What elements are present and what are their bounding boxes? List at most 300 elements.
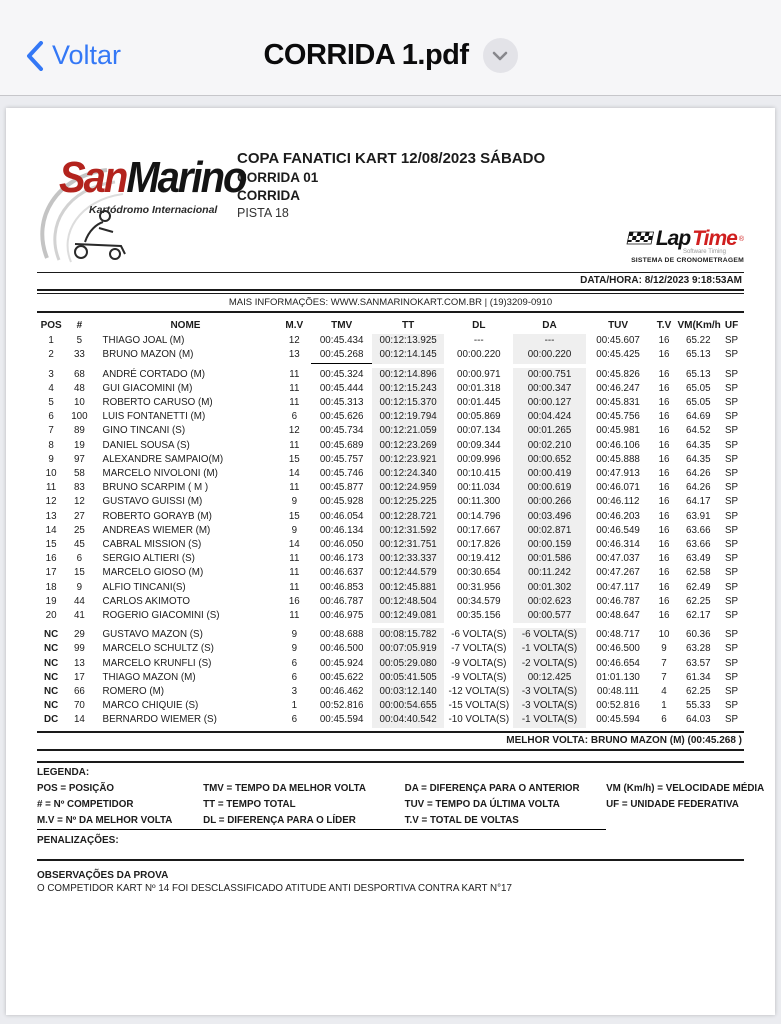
table-row (37, 439, 744, 453)
cell-tv: 16 (658, 482, 670, 494)
cell-tt: 00:12:31.751 (372, 538, 444, 552)
header-uf: UF (724, 320, 739, 331)
cell-dl: 00:35.156 (457, 610, 501, 622)
cell-dl: 00:17.667 (457, 524, 501, 536)
cell-vm: 62.25 (686, 595, 711, 607)
cell-pos: 16 (45, 553, 57, 565)
cell-tuv: 00:52.816 (596, 700, 640, 712)
back-chevron-icon (26, 41, 44, 71)
cell-tmv: 00:45.444 (319, 382, 364, 394)
cell-nome: SERGIO ALTIERI (S) (102, 553, 195, 565)
cell-tmv: 00:45.268 (311, 348, 372, 363)
cell-num: 99 (73, 643, 85, 655)
cell-pos: 3 (48, 368, 54, 380)
cell-mv: 9 (291, 643, 298, 655)
cell-dl: 00:11.300 (457, 496, 501, 508)
cell-mv: 1 (291, 700, 298, 712)
cell-uf: SP (724, 714, 739, 726)
document-title: CORRIDA 1.pdf (263, 39, 469, 71)
cell-dl: 00:09.344 (457, 439, 501, 451)
cell-tt: 00:00:54.655 (372, 699, 444, 713)
table-row (37, 713, 744, 727)
cell-tuv: 00:46.071 (596, 482, 640, 494)
cell-uf: SP (724, 595, 739, 607)
cell-pos: NC (44, 629, 59, 641)
cell-uf: SP (724, 496, 739, 508)
cell-num: 5 (76, 335, 83, 347)
table-row (37, 581, 744, 595)
cell-dl: -7 VOLTA(S) (451, 643, 507, 655)
table-row (37, 424, 744, 438)
cell-vm: 65.13 (686, 349, 711, 361)
cell-tv: 16 (658, 335, 670, 347)
cell-pos: DC (44, 714, 59, 726)
table-row (37, 524, 744, 538)
cell-tt: 00:04:40.542 (372, 713, 444, 727)
cell-tmv: 00:46.054 (319, 510, 364, 522)
cell-pos: NC (44, 657, 59, 669)
cell-da: 00:00.652 (513, 453, 585, 467)
cell-vm: 64.26 (686, 468, 711, 480)
cell-num: 15 (73, 567, 85, 579)
event-race: CORRIDA 01 (237, 170, 319, 185)
back-button[interactable] (26, 40, 121, 71)
cell-tt: 00:12:15.243 (372, 382, 444, 396)
cell-num: 58 (73, 468, 85, 480)
cell-uf: SP (724, 643, 739, 655)
cell-num: 9 (76, 581, 83, 593)
cell-da: 00:01.302 (513, 581, 585, 595)
cell-vm: 64.35 (686, 439, 711, 451)
cell-da: 00:00.751 (513, 368, 585, 382)
cell-tt: 00:12:45.881 (372, 581, 444, 595)
cell-tt: 00:12:24.959 (372, 481, 444, 495)
best-lap-note: MELHOR VOLTA: BRUNO MAZON (M) (00:45.268 ) (37, 731, 744, 751)
event-info (237, 148, 564, 266)
cell-tmv: 00:45.622 (319, 671, 364, 683)
cell-pos: 14 (45, 524, 57, 536)
cell-vm: 62.58 (686, 567, 711, 579)
cell-num: 25 (73, 524, 85, 536)
cell-tuv: 00:45.888 (596, 453, 640, 465)
cell-tt: 00:12:48.504 (372, 595, 444, 609)
cell-tmv: 00:45.689 (319, 439, 364, 451)
cell-nome: ANDRÉ CORTADO (M) (102, 368, 206, 380)
cell-mv: 12 (288, 335, 300, 347)
cell-tmv: 00:45.594 (319, 714, 364, 726)
logo-marino: Marino (126, 154, 246, 202)
cell-nome: MARCO CHIQUIE (S) (102, 700, 199, 712)
cell-num: 14 (73, 714, 85, 726)
cell-tt: 00:12:31.592 (372, 524, 444, 538)
legend-item: POS = POSIÇÃO (37, 782, 115, 794)
cell-mv: 15 (288, 510, 300, 522)
cell-tt: 00:12:15.370 (372, 396, 444, 410)
cell-tv: 6 (661, 714, 667, 726)
cell-tmv: 00:45.924 (319, 657, 364, 669)
cell-pos: 17 (45, 567, 57, 579)
cell-vm: 63.28 (686, 643, 711, 655)
legend-item: TMV = TEMPO DA MELHOR VOLTA (203, 782, 366, 794)
cell-nome: THIAGO JOAL (M) (102, 335, 185, 347)
cell-uf: SP (724, 453, 739, 465)
event-track: PISTA 18 (237, 206, 289, 220)
cell-pos: 7 (48, 425, 54, 437)
cell-tv: 16 (658, 496, 670, 508)
laptime-time: Time (692, 227, 737, 250)
table-row (37, 410, 744, 424)
cell-da: 00:00.419 (513, 467, 585, 481)
cell-nome: ROBERTO CARUSO (M) (102, 397, 213, 409)
cell-uf: SP (724, 686, 739, 698)
cell-da: 00:00.159 (513, 538, 585, 552)
cell-vm: 65.05 (686, 382, 711, 394)
cell-vm: 65.22 (686, 335, 711, 347)
table-row (37, 552, 744, 566)
cell-uf: SP (724, 335, 739, 347)
cell-tt: 00:03:12.140 (372, 685, 444, 699)
cell-mv: 9 (291, 629, 298, 641)
cell-tuv: 00:47.117 (596, 581, 640, 593)
cell-vm: 62.49 (686, 581, 711, 593)
cell-num: 83 (73, 482, 85, 494)
legend-item: DA = DIFERENÇA PARA O ANTERIOR (404, 782, 580, 794)
header-tuv: TUV (608, 320, 629, 331)
cell-num: 45 (73, 539, 85, 551)
cell-dl: -15 VOLTA(S) (448, 700, 510, 712)
cell-da: 00:02.871 (513, 524, 585, 538)
cell-pos: 12 (45, 496, 57, 508)
cell-nome: GUI GIACOMINI (M) (102, 382, 193, 394)
table-row (37, 642, 744, 656)
cell-num: 44 (73, 595, 85, 607)
cell-tuv: 00:47.037 (596, 553, 640, 565)
legend-item: TT = TEMPO TOTAL (203, 798, 296, 810)
cell-mv: 6 (291, 657, 298, 669)
legend-grid (37, 781, 765, 830)
cell-tmv: 00:46.500 (319, 643, 364, 655)
cell-vm: 63.66 (686, 524, 711, 536)
cell-dl: 00:19.412 (457, 553, 501, 565)
cell-uf: SP (724, 567, 739, 579)
cell-tuv: 00:46.203 (596, 510, 640, 522)
cell-num: 70 (73, 700, 85, 712)
cell-tmv: 00:46.975 (319, 610, 364, 622)
cell-num: 27 (73, 510, 85, 522)
cell-da: -2 VOLTA(S) (513, 657, 585, 671)
cell-dl: --- (473, 335, 484, 347)
cell-nome: MARCELO GIOSO (M) (102, 567, 204, 579)
cell-da: -3 VOLTA(S) (513, 685, 585, 699)
cell-tuv: 00:48.111 (597, 686, 640, 698)
cell-num: 6 (76, 553, 83, 565)
cell-vm: 65.13 (686, 368, 711, 380)
cell-num: 33 (73, 349, 85, 361)
cell-tv: 16 (658, 368, 670, 380)
cell-pos: 11 (46, 482, 57, 494)
cell-tmv: 00:45.324 (319, 368, 364, 380)
cell-tmv: 00:45.746 (319, 468, 364, 480)
cell-tt: 00:12:23.269 (372, 439, 444, 453)
laptime-tagline: Software Timing (682, 249, 726, 255)
cell-tmv: 00:48.688 (319, 629, 364, 641)
cell-mv: 11 (289, 482, 300, 494)
cell-pos: 5 (48, 397, 54, 409)
cell-tuv: 00:46.787 (596, 595, 640, 607)
cell-mv: 11 (289, 382, 300, 394)
results-table-header (37, 316, 744, 334)
cell-tt: 00:12:14.896 (372, 368, 444, 382)
cell-dl: 00:07.134 (457, 425, 501, 437)
cell-dl: 00:31.956 (457, 581, 501, 593)
cell-vm: 64.52 (686, 425, 711, 437)
header-pos: POS (40, 320, 62, 331)
cell-tv: 16 (658, 581, 670, 593)
cell-num: 89 (73, 425, 85, 437)
cell-tt: 00:05:29.080 (372, 657, 444, 671)
cell-tuv: 00:45.981 (596, 425, 640, 437)
cell-dl: 00:30.654 (457, 567, 501, 579)
cell-tt: 00:12:25.225 (372, 495, 444, 509)
table-row (37, 510, 744, 524)
laptime-reg-mark: ® (738, 235, 744, 243)
cell-vm: 64.35 (686, 453, 711, 465)
cell-pos: NC (44, 700, 59, 712)
header-nome: NOME (170, 320, 201, 331)
cell-tv: 9 (661, 643, 667, 655)
cell-tv: 7 (661, 657, 667, 669)
legend-section (37, 761, 765, 861)
cell-tuv: 00:46.654 (596, 657, 640, 669)
cell-num: 100 (71, 411, 88, 423)
cell-pos: 18 (45, 581, 57, 593)
cell-pos: 19 (45, 595, 57, 607)
cell-num: 97 (73, 453, 85, 465)
cell-dl: 00:05.869 (457, 411, 501, 423)
document-menu-button[interactable] (483, 38, 518, 73)
cell-tuv: 00:47.913 (596, 468, 640, 480)
table-row (37, 538, 744, 552)
cell-pos: 9 (48, 453, 54, 465)
cell-da: 00:00.266 (513, 495, 585, 509)
cell-dl: 00:14.796 (457, 510, 501, 522)
cell-num: 29 (73, 629, 85, 641)
header-mv: M.V (285, 320, 304, 331)
cell-nome: GUSTAVO GUISSI (M) (102, 496, 203, 508)
cell-uf: SP (724, 524, 739, 536)
cell-dl: 00:09.996 (457, 453, 501, 465)
legend-item: T.V = TOTAL DE VOLTAS (405, 813, 606, 830)
cell-uf: SP (724, 411, 739, 423)
cell-vm: 63.49 (686, 553, 711, 565)
cell-tt: 00:12:23.921 (372, 453, 444, 467)
cell-vm: 62.25 (686, 686, 711, 698)
cell-pos: 2 (48, 349, 54, 361)
san-marino-logo (37, 148, 246, 266)
cell-dl: 00:00.220 (457, 349, 501, 361)
checkered-flag-icon (624, 230, 654, 248)
table-row (37, 382, 744, 396)
legend-item: TUV = TEMPO DA ÚLTIMA VOLTA (404, 798, 560, 810)
cell-pos: 13 (45, 510, 57, 522)
cell-dl: -9 VOLTA(S) (451, 671, 507, 683)
table-row (37, 396, 744, 410)
document-header (37, 148, 744, 266)
cell-nome: ANDREAS WIEMER (M) (102, 524, 211, 536)
chevron-down-icon (492, 51, 508, 61)
cell-uf: SP (724, 397, 739, 409)
cell-pos: 15 (45, 539, 57, 551)
cell-tv: 16 (658, 439, 670, 451)
legend-item: M.V = Nº DA MELHOR VOLTA (37, 813, 203, 830)
cell-tuv: 00:46.247 (596, 382, 640, 394)
legend-item (606, 813, 744, 830)
cell-mv: 13 (288, 349, 300, 361)
cell-tt: 00:12:44.579 (372, 566, 444, 580)
cell-tv: 16 (658, 382, 670, 394)
cell-tv: 16 (658, 553, 670, 565)
laptime-logo (564, 227, 744, 266)
cell-tuv: 00:45.831 (596, 397, 640, 409)
cell-nome: BERNARDO WIEMER (S) (102, 714, 217, 726)
table-row (37, 699, 744, 713)
cell-da: 00:02.623 (513, 595, 585, 609)
legend-title: LEGENDA: (37, 766, 90, 778)
cell-tmv: 00:45.928 (319, 496, 364, 508)
cell-vm: 64.03 (686, 714, 711, 726)
logo-subtitle: Kartódromo Internacional (89, 204, 218, 216)
cell-da: 00:00.577 (513, 609, 585, 623)
cell-uf: SP (724, 581, 739, 593)
cell-tmv: 00:46.637 (319, 567, 364, 579)
cell-tv: 16 (658, 397, 670, 409)
cell-dl: 00:01.445 (457, 397, 501, 409)
cell-nome: DANIEL SOUSA (S) (102, 439, 190, 451)
table-row (37, 334, 744, 348)
cell-da: -6 VOLTA(S) (513, 628, 585, 642)
cell-pos: 1 (48, 335, 54, 347)
cell-vm: 64.69 (686, 411, 711, 423)
cell-mv: 6 (291, 671, 298, 683)
cell-nome: CABRAL MISSION (S) (102, 539, 202, 551)
cell-tuv: 00:45.594 (596, 714, 640, 726)
cell-tv: 7 (661, 671, 667, 683)
header-tmv: TMV (331, 320, 353, 331)
cell-pos: NC (44, 671, 59, 683)
cell-tuv: 00:45.425 (596, 349, 640, 361)
cell-dl: 00:10.415 (457, 468, 501, 480)
table-row (37, 481, 744, 495)
table-row (37, 348, 744, 363)
header-da: DA (542, 320, 557, 331)
cell-tv: 4 (661, 686, 667, 698)
cell-dl: -6 VOLTA(S) (451, 629, 507, 641)
cell-tuv: 00:47.267 (596, 567, 640, 579)
cell-da: 00:11.242 (513, 566, 585, 580)
cell-dl: 00:01.318 (457, 382, 501, 394)
cell-mv: 6 (291, 714, 298, 726)
observations-text: O COMPETIDOR KART Nº 14 FOI DESCLASSIFICADO ATITUDE ANTI DESPORTIVA CONTRA KART N°17 (37, 882, 512, 894)
penalties-label: PENALIZAÇÕES: (37, 834, 119, 846)
cell-uf: SP (724, 629, 739, 641)
table-row (37, 628, 744, 642)
table-row (37, 566, 744, 580)
pdf-viewer-background (0, 97, 781, 1024)
cell-nome: BRUNO SCARPIM ( M ) (102, 482, 209, 494)
cell-da: 00:00.619 (513, 481, 585, 495)
cell-tmv: 00:46.050 (319, 539, 364, 551)
table-row (37, 495, 744, 509)
cell-num: 66 (73, 686, 85, 698)
cell-tmv: 00:46.787 (319, 595, 364, 607)
cell-mv: 11 (289, 610, 300, 622)
cell-nome: MARCELO SCHULTZ (S) (102, 643, 214, 655)
cell-uf: SP (724, 671, 739, 683)
cell-nome: ROMERO (M) (102, 686, 165, 698)
cell-mv: 11 (289, 581, 300, 593)
cell-nome: ALEXANDRE SAMPAIO(M) (102, 453, 224, 465)
cell-da: --- (513, 334, 585, 348)
cell-tv: 16 (658, 567, 670, 579)
cell-da: 00:04.424 (513, 410, 585, 424)
cell-tv: 16 (658, 411, 670, 423)
cell-pos: NC (44, 643, 59, 655)
cell-vm: 61.34 (686, 671, 711, 683)
cell-mv: 12 (288, 425, 300, 437)
cell-pos: 20 (45, 610, 57, 622)
cell-tmv: 00:45.434 (319, 335, 364, 347)
cell-tuv: 00:46.112 (596, 496, 640, 508)
header-tv: T.V (656, 320, 672, 331)
cell-tt: 00:08:15.782 (372, 628, 444, 642)
cell-vm: 63.66 (686, 539, 711, 551)
laptime-subtitle: SISTEMA DE CRONOMETRAGEM (631, 257, 744, 264)
cell-uf: SP (724, 349, 739, 361)
cell-tmv: 00:46.134 (319, 524, 364, 536)
cell-pos: 6 (48, 411, 54, 423)
cell-nome: CARLOS AKIMOTO (102, 595, 190, 607)
results-table (37, 316, 744, 728)
cell-tmv: 00:45.757 (319, 453, 364, 465)
cell-mv: 3 (291, 686, 298, 698)
cell-mv: 11 (289, 567, 300, 579)
cell-pos: 8 (48, 439, 54, 451)
table-row (37, 453, 744, 467)
cell-num: 17 (73, 671, 85, 683)
cell-num: 13 (73, 657, 85, 669)
cell-tuv: 00:45.607 (596, 335, 640, 347)
cell-da: 00:01.265 (513, 424, 585, 438)
cell-da: 00:03.496 (513, 510, 585, 524)
cell-tt: 00:12:13.925 (372, 334, 444, 348)
cell-tmv: 00:52.816 (319, 700, 364, 712)
header-vm: VM(Km/h (677, 320, 721, 331)
legend-item: DL = DIFERENÇA PARA O LÍDER (203, 813, 404, 830)
table-row (37, 595, 744, 609)
header-tt: TT (402, 320, 415, 331)
cell-mv: 6 (291, 411, 298, 423)
cell-tt: 00:12:14.145 (372, 348, 444, 363)
cell-tv: 16 (658, 524, 670, 536)
cell-da: 00:00.127 (513, 396, 585, 410)
cell-tv: 16 (658, 595, 670, 607)
cell-tt: 00:12:24.340 (372, 467, 444, 481)
cell-uf: SP (724, 482, 739, 494)
datetime-label: DATA/HORA: 8/12/2023 9:18:53AM (37, 272, 744, 291)
cell-uf: SP (724, 382, 739, 394)
cell-vm: 63.91 (686, 510, 711, 522)
cell-nome: ROGERIO GIACOMINI (S) (102, 610, 220, 622)
